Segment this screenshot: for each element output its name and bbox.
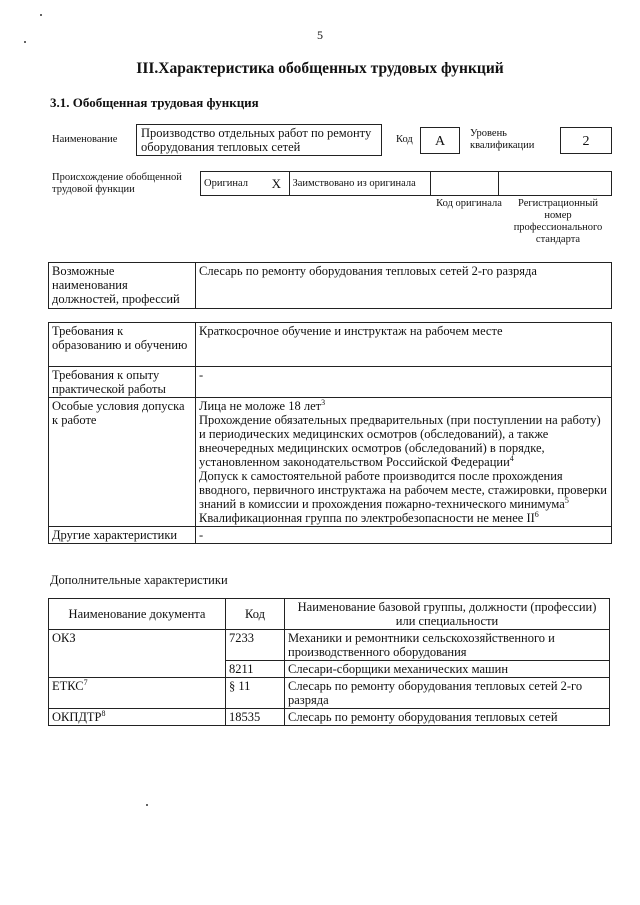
origin-label: Происхождение обобщенной трудовой функции: [52, 172, 182, 195]
table-row: [49, 709, 610, 726]
scan-speck: [40, 14, 42, 16]
borrowed-label: Заимствовано из оригинала: [289, 172, 430, 196]
name-value: Производство отдельных работ по ремонту оборудования тепловых сетей: [136, 124, 382, 156]
requirements-table: [48, 322, 612, 544]
code-cell: § 11: [226, 678, 285, 709]
table-row: [49, 678, 610, 709]
additional-table: [48, 598, 610, 726]
special-label: Особые условия допуска к работе: [49, 398, 196, 527]
subsection-title: 3.1. Обобщенная трудовая функция: [50, 95, 259, 110]
reg-number-label: Регистрационный номер профессионального стандарта: [513, 198, 603, 245]
page-number: 5: [317, 28, 323, 42]
group-name-cell: Слесарь по ремонту оборудования тепловых сетей: [285, 709, 610, 726]
positions-table: [48, 262, 612, 309]
positions-label: Возможные наименования должностей, профессий: [49, 263, 196, 309]
level-value: 2: [560, 127, 612, 154]
other-label: Другие характеристики: [49, 527, 196, 544]
other-value: -: [196, 527, 612, 544]
group-name-cell: Слесари-сборщики механических машин: [285, 661, 610, 678]
original-mark: X: [264, 172, 289, 196]
original-label: Оригинал: [201, 172, 265, 196]
special-item: Лица не моложе 18 лет$^3$: [199, 397, 326, 413]
experience-value: -: [196, 367, 612, 398]
code-value: A: [420, 127, 460, 154]
special-conditions: [196, 398, 612, 527]
special-item: Допуск к самостоятельной работе производится после прохождения вводного, первичного инструктажа на рабочем месте, стажировки, проверки знаний в комиссии и прохождения пожарно-технического минимума$^5$: [199, 469, 607, 511]
table-row: [49, 630, 610, 661]
education-value: Краткосрочное обучение и инструктаж на рабочем месте: [196, 323, 612, 367]
code-original-label: Код оригинала: [436, 198, 502, 209]
group-name-cell: Механики и ремонтники сельскохозяйственного и производственного оборудования: [285, 630, 610, 661]
special-item: Квалификационная группа по электробезопасности не менее $II^6$: [199, 509, 539, 525]
section-title: III.Характеристика обобщенных трудовых функций: [136, 60, 504, 77]
origin-table: [200, 171, 612, 196]
reg-number-cell: [499, 172, 612, 196]
header-code: Код: [226, 599, 285, 630]
name-label: Наименование: [52, 134, 118, 145]
group-name-cell: Слесарь по ремонту оборудования тепловых сетей 2-го разряда: [285, 678, 610, 709]
doc-cell: ЕТКС$^7$: [49, 678, 226, 709]
positions-value: Слесарь по ремонту оборудования тепловых сетей 2-го разряда: [196, 263, 612, 309]
header-document: Наименование документа: [49, 599, 226, 630]
code-cell: 8211: [226, 661, 285, 678]
code-cell: 7233: [226, 630, 285, 661]
doc-cell: ОКПДТР$^8$: [49, 709, 226, 726]
education-label: Требования к образованию и обучению: [49, 323, 196, 367]
doc-cell: ОКЗ: [49, 630, 226, 678]
code-original-cell: [430, 172, 498, 196]
code-label: Код: [396, 134, 413, 145]
code-cell: 18535: [226, 709, 285, 726]
scan-speck: [146, 804, 148, 806]
level-label: Уровень квалификации: [470, 128, 535, 151]
header-group-name: Наименование базовой группы, должности (профессии) или специальности: [285, 599, 610, 630]
special-item: Прохождение обязательных предварительных (при поступлении на работу) и периодических медицинских осмотров (обследований), а также внеочередных медицинских осмотров (обследований) в порядке, установленном законодательством Российской Федерации$^4$: [199, 413, 601, 469]
experience-label: Требования к опыту практической работы: [49, 367, 196, 398]
additional-title: Дополнительные характеристики: [50, 573, 228, 587]
